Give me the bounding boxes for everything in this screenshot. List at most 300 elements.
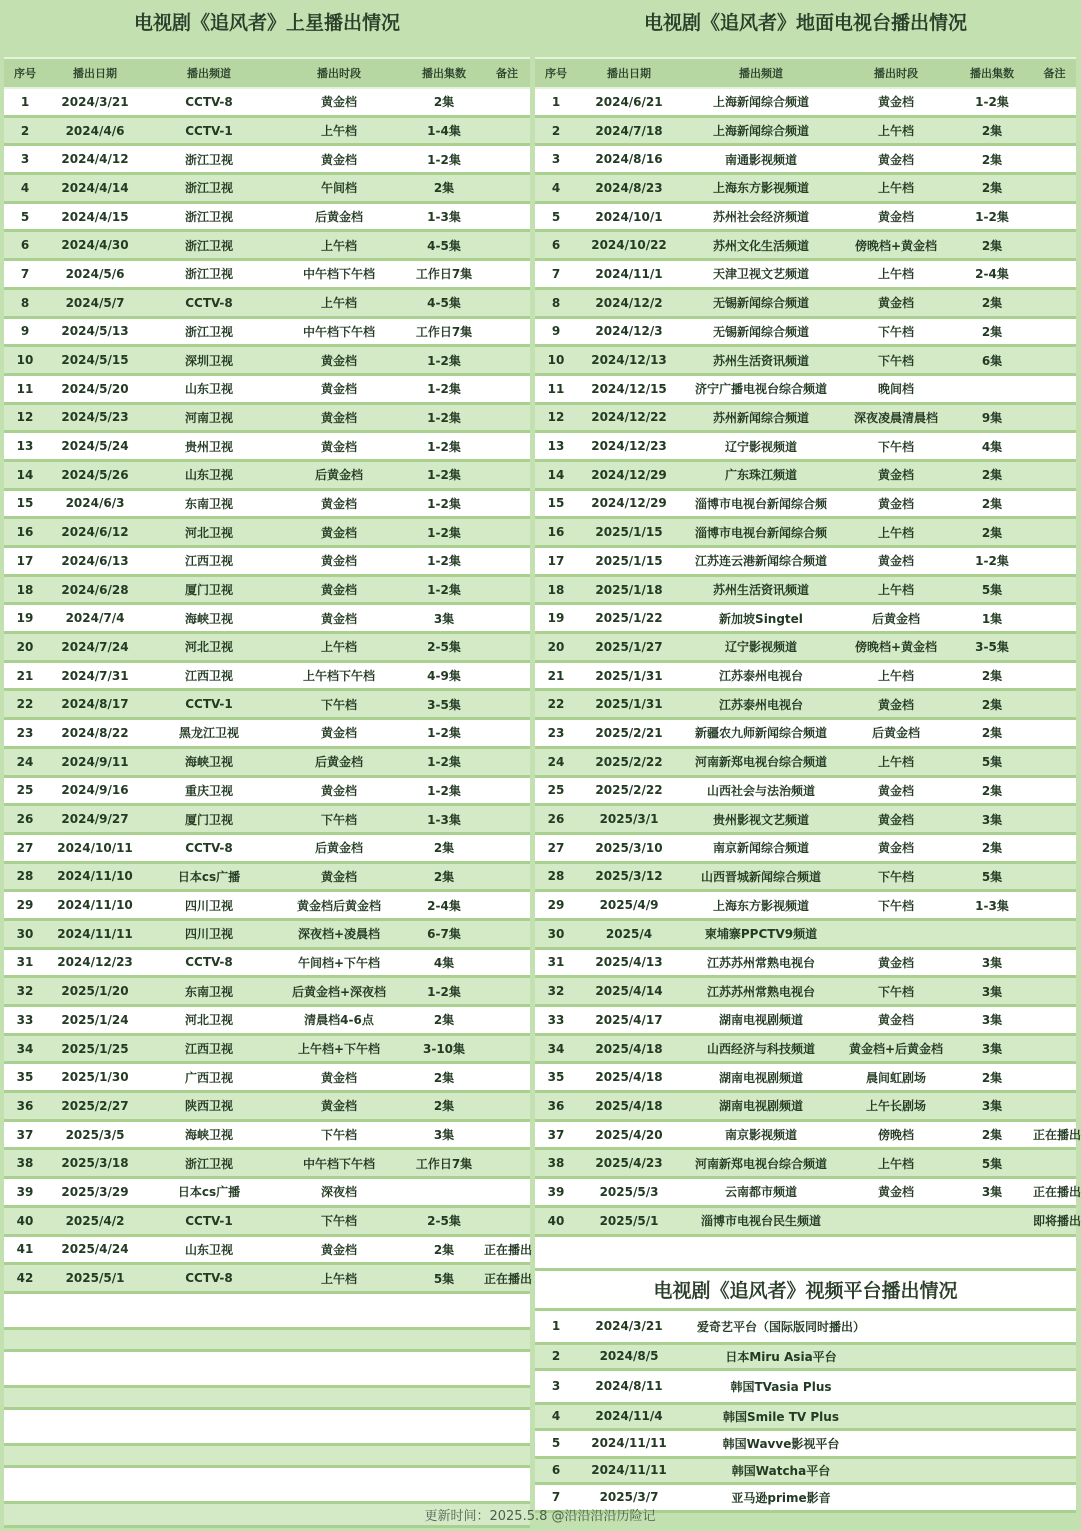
- cell-channel: 东南卫视: [184, 496, 233, 511]
- cell-index: 7: [20, 266, 30, 281]
- table-row: [4, 1007, 530, 1036]
- cell-index: 27: [547, 840, 565, 855]
- cell-index: 18: [547, 582, 565, 597]
- cell-channel: 江西卫视: [184, 1042, 233, 1057]
- cell-index: 23: [547, 725, 565, 740]
- cell-channel: 浙江卫视: [184, 181, 233, 196]
- video-platform-row: [535, 1371, 1076, 1405]
- cell-index: 4: [551, 1409, 561, 1423]
- cell-timeslot: 黄金档: [877, 95, 914, 110]
- cell-date: 2024/9/11: [61, 754, 129, 769]
- cell-timeslot: 后黄金档: [314, 468, 363, 483]
- table-row: [535, 864, 1076, 893]
- cell-channel: 新疆农九师新闻综合频道: [694, 726, 827, 741]
- cell-channel: 河北卫视: [184, 525, 233, 540]
- cell-index: 5: [20, 209, 30, 224]
- cell-timeslot: 后黄金档: [871, 611, 920, 626]
- cell-date: 2025/1/25: [61, 1041, 129, 1056]
- cell-channel: CCTV-1: [185, 1213, 233, 1228]
- cell-index: 33: [547, 1012, 565, 1027]
- cell-channel: 东南卫视: [184, 984, 233, 999]
- cell-episodes: 2-4集: [975, 267, 1009, 282]
- cell-timeslot: 下午档: [320, 812, 357, 827]
- cell-index: 4: [551, 180, 561, 195]
- cell-episodes: 1-2集: [975, 554, 1009, 569]
- cell-date: 2025/4/20: [595, 1127, 663, 1142]
- cell-timeslot: 后黄金档+深夜档: [291, 984, 387, 999]
- cell-episodes: 3-10集: [422, 1042, 466, 1057]
- table-row: [4, 146, 530, 175]
- cell-channel: 海峡卫视: [184, 755, 233, 770]
- cell-index: 40: [547, 1213, 565, 1228]
- cell-date: 2025/4/9: [599, 898, 659, 913]
- cell-episodes: 2集: [981, 525, 1003, 540]
- cell-date: 2025/1/31: [595, 668, 663, 683]
- cell-channel: 深圳卫视: [184, 353, 233, 368]
- cell-index: 10: [16, 353, 34, 368]
- cell-episodes: 1-2集: [427, 525, 461, 540]
- cell-date: 2025/3/18: [61, 1156, 129, 1171]
- header-index: 序号: [545, 67, 567, 80]
- cell-timeslot: 黄金档: [320, 726, 357, 741]
- cell-date: 2024/12/22: [591, 410, 667, 425]
- cell-date: 2025/2/22: [595, 754, 663, 769]
- video-platform-row: [535, 1459, 1076, 1485]
- cell-channel: 苏州生活资讯频道: [712, 353, 809, 368]
- table-row: [535, 261, 1076, 290]
- cell-date: 2024/12/13: [591, 353, 667, 368]
- empty-row: [4, 1468, 530, 1504]
- empty-row: [4, 1388, 530, 1410]
- cell-channel: CCTV-8: [185, 955, 233, 970]
- cell-episodes: 1-2集: [427, 468, 461, 483]
- cell-channel: 山东卫视: [184, 468, 233, 483]
- cell-episodes: 2集: [433, 841, 455, 856]
- cell-channel: 河北卫视: [184, 1013, 233, 1028]
- cell-date: 2025/4/18: [595, 1070, 663, 1085]
- table-row: [4, 605, 530, 634]
- cell-episodes: 1-2集: [427, 496, 461, 511]
- table-row: [535, 376, 1076, 405]
- table-row: [535, 778, 1076, 807]
- cell-platform: 亚马逊prime影音: [731, 1490, 831, 1505]
- table-row: [4, 835, 530, 864]
- cell-index: 1: [20, 94, 30, 109]
- cell-episodes: 2集: [433, 181, 455, 196]
- cell-date: 2025/3/1: [599, 812, 659, 827]
- cell-episodes: 2-4集: [427, 898, 461, 913]
- cell-date: 2025/4/17: [595, 1012, 663, 1027]
- table-row: [535, 835, 1076, 864]
- cell-episodes: 2集: [433, 95, 455, 110]
- cell-index: 30: [547, 926, 565, 941]
- cell-index: 27: [16, 840, 34, 855]
- cell-timeslot: 中午档下午档: [302, 324, 375, 339]
- cell-timeslot: 下午档: [877, 984, 914, 999]
- cell-timeslot: 清晨档4-6点: [304, 1013, 374, 1028]
- cell-episodes: 2集: [433, 1242, 455, 1257]
- cell-episodes: 1-2集: [427, 726, 461, 741]
- table-row: [535, 950, 1076, 979]
- cell-index: 29: [16, 898, 34, 913]
- cell-timeslot: 后黄金档: [314, 210, 363, 225]
- header-note: 备注: [1043, 67, 1066, 80]
- table-row: [4, 376, 530, 405]
- cell-date: 2025/2/22: [595, 783, 663, 798]
- cell-timeslot: 黄金档: [320, 611, 357, 626]
- cell-timeslot: 上午档: [320, 238, 357, 253]
- cell-date: 2024/12/23: [57, 955, 133, 970]
- cell-note: 即将播出: [1033, 1214, 1081, 1229]
- cell-channel: 浙江卫视: [184, 152, 233, 167]
- header-index: 序号: [14, 67, 36, 80]
- cell-timeslot: 下午档: [877, 869, 914, 884]
- cell-index: 14: [16, 467, 34, 482]
- cell-note: 正在播出: [484, 1271, 533, 1286]
- cell-timeslot: 黄金档: [877, 783, 914, 798]
- cell-index: 41: [16, 1242, 34, 1257]
- cell-timeslot: 黄金档: [877, 296, 914, 311]
- cell-index: 11: [547, 381, 565, 396]
- table-row: [535, 1093, 1076, 1122]
- cell-channel: 四川卫视: [184, 927, 233, 942]
- cell-date: 2024/8/5: [599, 1349, 659, 1363]
- cell-index: 39: [547, 1184, 565, 1199]
- cell-date: 2024/8/16: [595, 152, 663, 167]
- cell-episodes: 4-5集: [427, 296, 461, 311]
- cell-index: 33: [16, 1012, 34, 1027]
- cell-episodes: 6-7集: [427, 927, 461, 942]
- cell-episodes: 工作日7集: [415, 1156, 473, 1171]
- cell-episodes: 3-5集: [427, 697, 461, 712]
- terrestrial-table-header: [535, 57, 1076, 89]
- cell-timeslot: 黄金档: [877, 841, 914, 856]
- cell-episodes: 3集: [981, 1042, 1003, 1057]
- cell-episodes: 工作日7集: [415, 324, 473, 339]
- cell-channel: 浙江卫视: [184, 267, 233, 282]
- cell-index: 17: [16, 553, 34, 568]
- cell-date: 2024/6/28: [61, 582, 129, 597]
- cell-channel: 上海东方影视频道: [712, 181, 809, 196]
- cell-date: 2024/8/17: [61, 697, 129, 712]
- cell-channel: 辽宁影视频道: [724, 439, 797, 454]
- cell-timeslot: 上午档: [877, 669, 914, 684]
- cell-index: 1: [551, 94, 561, 109]
- cell-episodes: 2集: [981, 841, 1003, 856]
- cell-note: 正在播出: [484, 1242, 533, 1257]
- cell-timeslot: 黄金档: [320, 353, 357, 368]
- cell-channel: 济宁广播电视台综合频道: [694, 382, 827, 397]
- cell-date: 2024/12/29: [591, 496, 667, 511]
- table-row: [535, 663, 1076, 692]
- table-row: [535, 175, 1076, 204]
- cell-date: 2024/10/11: [57, 840, 133, 855]
- table-row: [4, 405, 530, 434]
- cell-date: 2024/11/4: [595, 1409, 663, 1423]
- cell-date: 2025/1/30: [61, 1070, 129, 1085]
- video-platform-row: [535, 1431, 1076, 1459]
- cell-index: 8: [551, 295, 561, 310]
- table-row: [535, 89, 1076, 118]
- cell-channel: 贵州影视文艺频道: [712, 812, 809, 827]
- cell-channel: 浙江卫视: [184, 1156, 233, 1171]
- table-row: [4, 892, 530, 921]
- cell-channel: 淄博市电视台新闻综合频: [694, 525, 827, 540]
- cell-index: 10: [547, 353, 565, 368]
- cell-date: 2024/6/21: [595, 94, 663, 109]
- cell-date: 2024/11/11: [57, 926, 133, 941]
- cell-date: 2024/6/3: [65, 496, 125, 511]
- cell-episodes: 5集: [981, 755, 1003, 770]
- cell-index: 24: [16, 754, 34, 769]
- cell-channel: CCTV-8: [185, 1271, 233, 1286]
- cell-timeslot: 后黄金档: [314, 841, 363, 856]
- cell-channel: 江苏泰州电视台: [718, 669, 803, 684]
- cell-index: 11: [16, 381, 34, 396]
- video-platform-table-body: [535, 1311, 1076, 1513]
- video-platform-row: [535, 1345, 1076, 1371]
- cell-platform: 韩国Watcha平台: [731, 1463, 831, 1478]
- cell-timeslot: 黄金档: [320, 525, 357, 540]
- table-row: [4, 577, 530, 606]
- cell-timeslot: 后黄金档: [871, 726, 920, 741]
- cell-channel: 厦门卫视: [184, 583, 233, 598]
- cell-timeslot: 下午档: [320, 1128, 357, 1143]
- cell-channel: 贵州卫视: [184, 439, 233, 454]
- cell-timeslot: 下午档: [320, 697, 357, 712]
- cell-date: 2024/12/2: [595, 295, 663, 310]
- table-row: [535, 290, 1076, 319]
- cell-index: 16: [547, 525, 565, 540]
- cell-timeslot: 黄金档: [877, 210, 914, 225]
- table-row: [535, 491, 1076, 520]
- cell-episodes: 3集: [981, 1099, 1003, 1114]
- empty-row: [4, 1294, 530, 1330]
- cell-timeslot: 晚间档: [877, 382, 914, 397]
- cell-episodes: 4集: [433, 955, 455, 970]
- cell-timeslot: 黄金档: [877, 554, 914, 569]
- cell-index: 2: [551, 1349, 561, 1363]
- cell-date: 2024/8/22: [61, 725, 129, 740]
- cell-index: 34: [547, 1041, 565, 1056]
- cell-timeslot: 黄金档: [877, 812, 914, 827]
- cell-channel: CCTV-8: [185, 295, 233, 310]
- cell-episodes: 2集: [981, 238, 1003, 253]
- cell-index: 30: [16, 926, 34, 941]
- cell-episodes: 3集: [981, 984, 1003, 999]
- cell-index: 12: [16, 410, 34, 425]
- cell-index: 4: [20, 180, 30, 195]
- cell-channel: 无锡新闻综合频道: [712, 324, 809, 339]
- cell-timeslot: 黄金档: [320, 1070, 357, 1085]
- cell-episodes: 2集: [433, 869, 455, 884]
- cell-date: 2025/4/13: [595, 955, 663, 970]
- cell-index: 34: [16, 1041, 34, 1056]
- cell-episodes: 5集: [433, 1271, 455, 1286]
- cell-date: 2024/6/13: [61, 553, 129, 568]
- cell-timeslot: 黄金档: [320, 410, 357, 425]
- cell-date: 2025/1/24: [61, 1012, 129, 1027]
- cell-index: 19: [16, 611, 34, 626]
- cell-index: 15: [547, 496, 565, 511]
- cell-episodes: 2集: [981, 324, 1003, 339]
- table-row: [535, 1064, 1076, 1093]
- cell-timeslot: 黄金档: [320, 1099, 357, 1114]
- table-row: [4, 232, 530, 261]
- cell-date: 2025/1/31: [595, 697, 663, 712]
- cell-channel: 河南卫视: [184, 410, 233, 425]
- cell-index: 8: [20, 295, 30, 310]
- cell-channel: 河南新郑电视台综合频道: [694, 755, 827, 770]
- cell-episodes: 2集: [981, 181, 1003, 196]
- cell-timeslot: 深夜凌晨清晨档: [853, 410, 938, 425]
- cell-channel: 山东卫视: [184, 382, 233, 397]
- cell-channel: 海峡卫视: [184, 1128, 233, 1143]
- cell-channel: 重庆卫视: [184, 783, 233, 798]
- cell-channel: 山西晋城新闻综合频道: [700, 869, 821, 884]
- cell-date: 2024/4/30: [61, 238, 129, 253]
- cell-date: 2024/12/15: [591, 381, 667, 396]
- header-timeslot: 播出时段: [874, 67, 918, 80]
- table-row: [535, 433, 1076, 462]
- cell-episodes: 2集: [981, 1128, 1003, 1143]
- cell-episodes: 5集: [981, 869, 1003, 884]
- satellite-broadcast-panel: [4, 0, 533, 1528]
- cell-channel: 浙江卫视: [184, 210, 233, 225]
- cell-channel: 江西卫视: [184, 669, 233, 684]
- cell-date: 2024/4/12: [61, 152, 129, 167]
- cell-timeslot: 黄金档后黄金档: [296, 898, 381, 913]
- cell-channel: 河北卫视: [184, 640, 233, 655]
- cell-episodes: 2集: [433, 1099, 455, 1114]
- cell-date: 2025/5/1: [65, 1271, 125, 1286]
- table-row: [535, 319, 1076, 348]
- cell-date: 2024/4/14: [61, 180, 129, 195]
- cell-episodes: 2-5集: [427, 1214, 461, 1229]
- cell-timeslot: 傍晚档: [877, 1128, 914, 1143]
- header-episodes: 播出集数: [422, 67, 466, 80]
- cell-date: 2024/8/11: [595, 1379, 663, 1393]
- cell-index: 9: [20, 324, 30, 339]
- cell-channel: 淄博市电视台民生频道: [700, 1214, 821, 1229]
- cell-index: 9: [551, 324, 561, 339]
- cell-index: 37: [16, 1127, 34, 1142]
- table-row: [4, 634, 530, 663]
- cell-date: 2024/12/3: [595, 324, 663, 339]
- cell-index: 25: [16, 783, 34, 798]
- table-row: [4, 778, 530, 807]
- table-row: [4, 1265, 533, 1294]
- table-row: [4, 663, 530, 692]
- table-row: [4, 749, 530, 778]
- cell-channel: 湖南电视剧频道: [718, 1070, 803, 1085]
- cell-note: 正在播出: [1033, 1128, 1081, 1143]
- cell-timeslot: 黄金档: [877, 152, 914, 167]
- header-episodes: 播出集数: [970, 67, 1014, 80]
- cell-index: 32: [16, 984, 34, 999]
- cell-episodes: 3-5集: [975, 640, 1009, 655]
- cell-episodes: 1-2集: [427, 783, 461, 798]
- cell-date: 2024/9/27: [61, 812, 129, 827]
- cell-date: 2024/10/22: [591, 238, 667, 253]
- cell-index: 18: [16, 582, 34, 597]
- cell-date: 2024/5/13: [61, 324, 129, 339]
- cell-channel: 厦门卫视: [184, 812, 233, 827]
- cell-channel: 湖南电视剧频道: [718, 1099, 803, 1114]
- table-row: [4, 1237, 533, 1266]
- cell-timeslot: 后黄金档: [314, 755, 363, 770]
- cell-timeslot: 黄金档: [320, 152, 357, 167]
- cell-channel: 四川卫视: [184, 898, 233, 913]
- table-row: [535, 691, 1076, 720]
- cell-episodes: 2集: [981, 669, 1003, 684]
- table-row: [535, 1122, 1081, 1151]
- cell-channel: 山西社会与法治频道: [706, 783, 815, 798]
- table-row: [535, 146, 1076, 175]
- table-row: [535, 978, 1076, 1007]
- cell-timeslot: 黄金档+后黄金档: [848, 1042, 944, 1057]
- table-row: [4, 548, 530, 577]
- cell-index: 26: [547, 812, 565, 827]
- cell-episodes: 3集: [981, 1013, 1003, 1028]
- cell-channel: 苏州社会经济频道: [712, 210, 809, 225]
- table-row: [535, 1007, 1076, 1036]
- table-row: [4, 290, 530, 319]
- cell-date: 2024/5/24: [61, 439, 129, 454]
- cell-episodes: 4集: [981, 439, 1003, 454]
- table-row: [535, 462, 1076, 491]
- cell-date: 2025/3/12: [595, 869, 663, 884]
- cell-episodes: 3集: [981, 955, 1003, 970]
- table-row: [4, 864, 530, 893]
- cell-episodes: 工作日7集: [415, 267, 473, 282]
- cell-date: 2025/4/2: [65, 1213, 125, 1228]
- cell-index: 15: [16, 496, 34, 511]
- table-row: [535, 1179, 1081, 1208]
- header-channel: 播出频道: [739, 67, 783, 80]
- cell-channel: CCTV-8: [185, 840, 233, 855]
- cell-date: 2024/7/4: [65, 611, 125, 626]
- cell-episodes: 4-9集: [427, 669, 461, 684]
- cell-channel: 淄博市电视台新闻综合频: [694, 496, 827, 511]
- cell-timeslot: 黄金档: [320, 869, 357, 884]
- cell-date: 2025/3/7: [599, 1490, 659, 1504]
- cell-timeslot: 黄金档: [320, 95, 357, 110]
- cell-episodes: 1-4集: [427, 124, 461, 139]
- cell-date: 2025/4/23: [595, 1156, 663, 1171]
- cell-platform: 韩国Smile TV Plus: [723, 1409, 839, 1424]
- cell-timeslot: 上午长剧场: [865, 1099, 926, 1114]
- cell-channel: 云南都市频道: [724, 1185, 797, 1200]
- cell-index: 13: [547, 439, 565, 454]
- cell-episodes: 1-2集: [975, 95, 1009, 110]
- cell-episodes: 1-2集: [427, 152, 461, 167]
- cell-platform: 韩国Wavve影视平台: [722, 1436, 840, 1451]
- cell-channel: 江苏连云港新闻综合频道: [694, 554, 827, 569]
- table-row: [535, 806, 1076, 835]
- cell-timeslot: 深夜档+凌晨档: [297, 927, 381, 942]
- empty-row: [4, 1352, 530, 1388]
- cell-date: 2025/4/18: [595, 1041, 663, 1056]
- cell-episodes: 2集: [981, 697, 1003, 712]
- cell-channel: 河南新郑电视台综合频道: [694, 1156, 827, 1171]
- table-row: [535, 921, 1076, 950]
- cell-timeslot: 下午档: [877, 353, 914, 368]
- empty-row: [4, 1330, 530, 1352]
- cell-date: 2024/9/16: [61, 783, 129, 798]
- table-row: [535, 892, 1076, 921]
- cell-channel: 浙江卫视: [184, 324, 233, 339]
